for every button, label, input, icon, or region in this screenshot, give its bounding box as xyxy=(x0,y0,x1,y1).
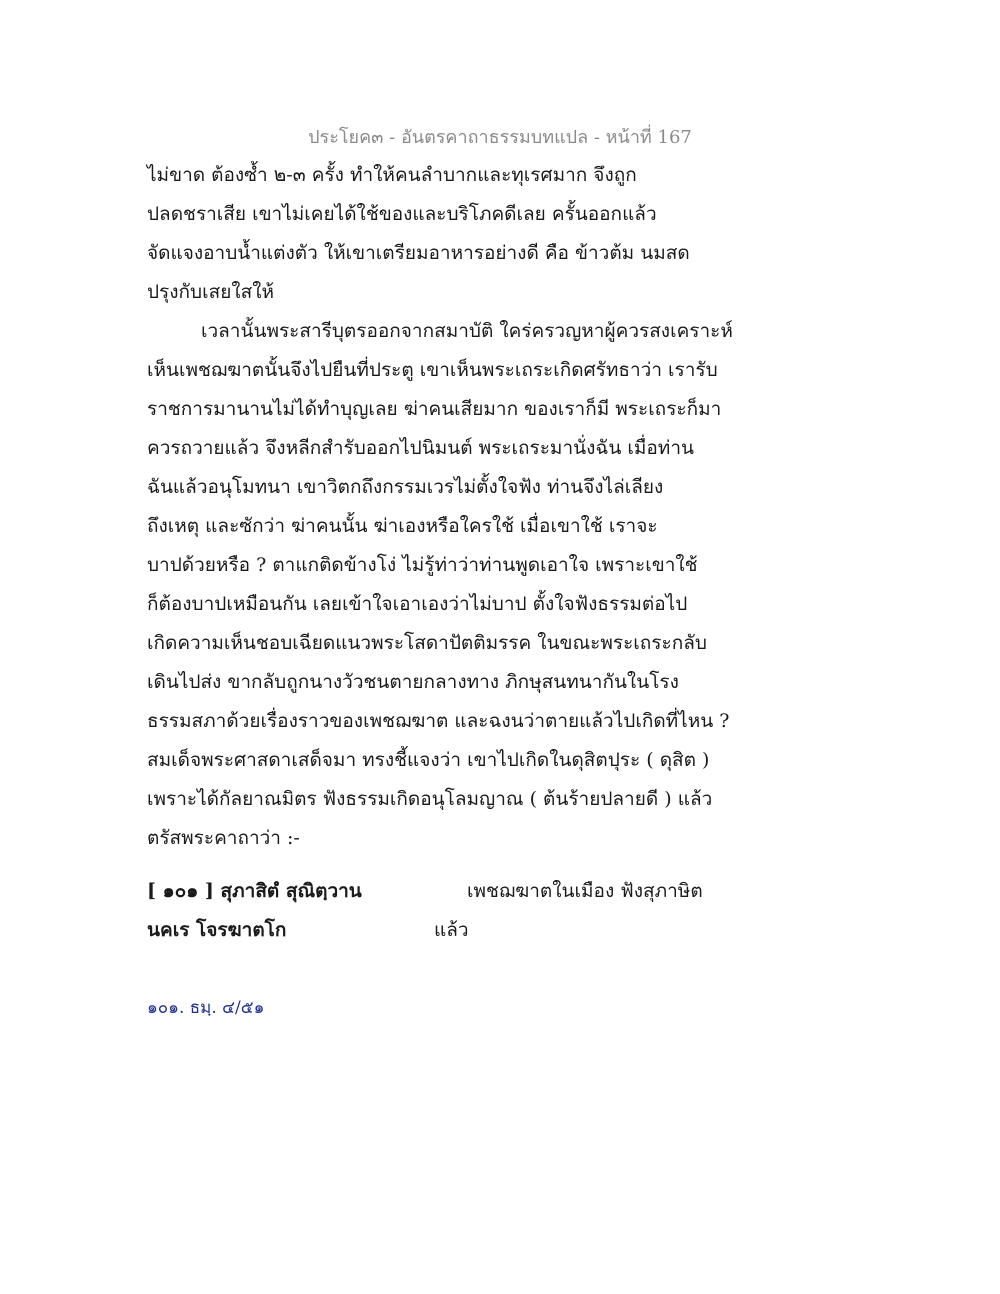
text-line: ฉันแล้วอนุโมทนา เขาวิตกถึงกรรมเวรไม่ตั้งใจฟัง ท่านจึงไล่เลียง xyxy=(147,476,664,498)
text-line: เดินไปส่ง ขากลับถูกนางวัวชนตายกลางทาง ภิกษุสนทนากันในโรง xyxy=(147,671,679,693)
verse-translation: เพชฌฆาตในเมือง ฟังสุภาษิต xyxy=(467,880,703,902)
text-line: ก็ต้องบาปเหมือนกัน เลยเข้าใจเอาเองว่าไม่บาป ตั้งใจฟังธรรมต่อไป xyxy=(147,593,688,615)
text-line: ตรัสพระคาถาว่า :- xyxy=(147,827,300,849)
footnote: ๑๐๑. ธมฺ. ๔/๕๑ xyxy=(147,998,265,1018)
text-line: ควรถวายแล้ว จึงหลีกสำรับออกไปนิมนต์ พระเถระมานั่งฉัน เมื่อท่าน xyxy=(147,437,694,459)
text-line: บาปด้วยหรือ ? ตาแกติดข้างโง่ ไม่รู้ท่าว่าท่านพูดเอาใจ เพราะเขาใช้ xyxy=(147,554,698,576)
verse-line xyxy=(147,911,747,950)
verse-line xyxy=(147,872,747,911)
text-line: เห็นเพชฌฆาตนั้นจึงไปยืนที่ประตู เขาเห็นพระเถระเกิดศรัทธาว่า เรารับ xyxy=(147,359,718,381)
text-line: ธรรมสภาด้วยเรื่องราวของเพชฌฆาต และฉงนว่าตายแล้วไปเกิดที่ไหน ? xyxy=(147,710,730,732)
text-line: ปรุงกับเสยใสให้ xyxy=(147,281,275,303)
text-line: ปลดชราเสีย เขาไม่เคยได้ใช้ของและบริโภคดีเลย ครั้นออกแล้ว xyxy=(147,203,657,225)
text-line: เพราะได้กัลยาณมิตร ฟังธรรมเกิดอนุโลมญาณ ( ต้นร้ายปลายดี ) แล้ว xyxy=(147,788,713,810)
text-line: จัดแจงอาบน้ำแต่งตัว ให้เขาเตรียมอาหารอย่างดี คือ ข้าวต้ม นมสด xyxy=(147,242,690,264)
text-line: ไม่ขาด ต้องซ้ำ ๒-๓ ครั้ง ทำให้คนลำบากและทุเรศมาก จึงถูก xyxy=(147,164,637,186)
text-line: ถึงเหตุ และซักว่า ฆ่าคนนั้น ฆ่าเองหรือใครใช้ เมื่อเขาใช้ เราจะ xyxy=(147,515,658,537)
text-line: เกิดความเห็นชอบเฉียดแนวพระโสดาปัตติมรรค ในขณะพระเถระกลับ xyxy=(147,632,707,654)
text-line: ราชการมานานไม่ได้ทำบุญเลย ฆ่าคนเสียมาก ของเราก็มี พระเถระก็มา xyxy=(147,398,722,420)
verse-pali: นคเร โจรฆาตโก xyxy=(147,919,287,941)
verse-translation: แล้ว xyxy=(434,919,469,941)
body-text xyxy=(147,156,737,858)
page-header: ประโยค๓ - อันตรคาถาธรรมบทแปล - หน้าที่ 167 xyxy=(308,127,692,148)
text-line-paragraph-start: เวลานั้นพระสารีบุตรออกจากสมาบัติ ใคร่ครวญหาผู้ควรสงเคราะห์ xyxy=(201,320,733,342)
text-line: สมเด็จพระศาสดาเสด็จมา ทรงชี้แจงว่า เขาไปเกิดในดุสิตปุระ ( ดุสิต ) xyxy=(147,749,710,771)
verse-pali: [ ๑๐๑ ] สุภาสิตํ สุณิตฺวาน xyxy=(147,880,362,902)
